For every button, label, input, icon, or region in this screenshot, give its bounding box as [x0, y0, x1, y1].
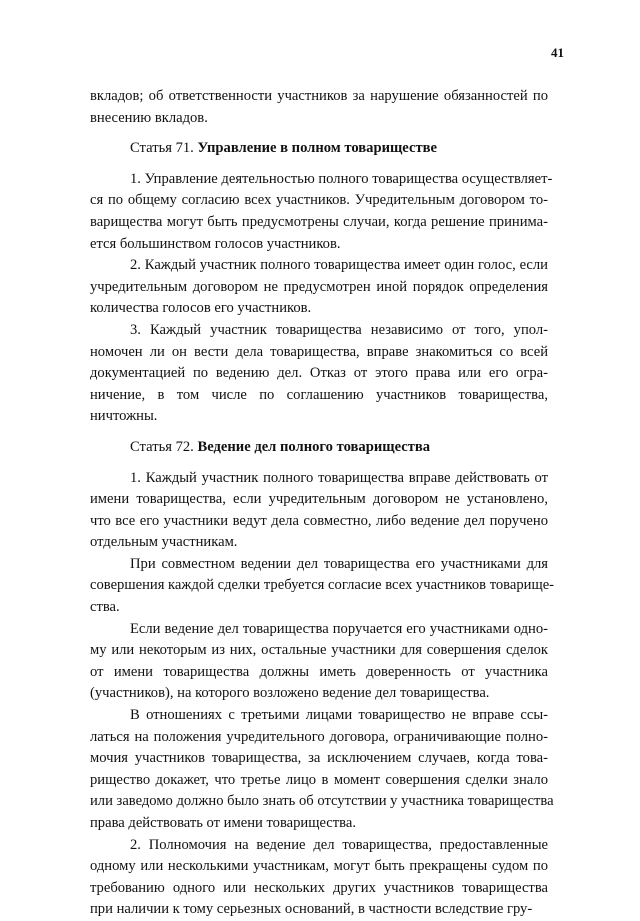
text-line: мочия участников товарищества, за исключением случаев, когда това-: [90, 750, 548, 767]
text-line: латься на положения учредительного договора, ограничивающие полно-: [90, 728, 548, 745]
text-line: при наличии к тому серьезных оснований, в частности вследствие гру-: [90, 901, 533, 918]
text-line: одному или несколькими участникам, могут быть прекращены судом по: [90, 858, 548, 875]
text-line: ется большинством голосов участников.: [90, 235, 341, 252]
text-line: рищество докажет, что третье лицо в момент совершения сделки знало: [90, 771, 548, 788]
text-line: 3. Каждый участник товарищества независимо от того, упол-: [130, 321, 548, 338]
text-line: количества голосов его участников.: [90, 300, 312, 317]
text-line: или заведомо должно было знать об отсутствии у участника товарищества: [90, 793, 554, 810]
paragraph: [90, 255, 548, 320]
paragraph: [90, 835, 548, 921]
article-title: Ведение дел полного товарищества: [197, 438, 431, 455]
paragraph: [90, 619, 548, 705]
text-line: варищества могут быть предусмотрены случаи, когда решение принима-: [90, 213, 548, 230]
article-heading: [90, 437, 548, 459]
article-number: Статья 72.: [130, 438, 194, 455]
text-line: 2. Полномочия на ведение дел товарищества, предоставленные: [130, 836, 548, 853]
page-number: 41: [551, 45, 564, 60]
text-line: требованию одного или нескольких других участников товарищества: [90, 879, 548, 896]
paragraph: [90, 468, 548, 554]
paragraph: [90, 169, 553, 255]
text-line: имени товарищества, если учредительным договором не установлено,: [90, 491, 548, 508]
text-line: ничение, в том числе по соглашению участников товарищества,: [90, 386, 548, 403]
article-title: Управление в полном товариществе: [197, 140, 437, 157]
text-line: совершения каждой сделки требуется согласие всех участников товарище-: [90, 577, 555, 594]
text-line: номочен ли он вести дела товарищества, вправе знакомиться со всей: [90, 343, 548, 360]
text-line: Если ведение дел товарищества поручается его участниками одно-: [130, 620, 548, 637]
text-line: 1. Каждый участник полного товарищества вправе действовать от: [130, 469, 548, 486]
text-line: При совместном ведении дел товарищества его участниками для: [130, 555, 548, 572]
text-line: внесению вкладов.: [90, 109, 208, 126]
text-line: 1. Управление деятельностью полного товарищества осуществляет-: [130, 170, 553, 187]
text-line: от имени товарищества должны иметь доверенность от участника: [90, 663, 548, 680]
paragraph: [90, 320, 548, 428]
text-line: ся по общему согласию всех участников. Учредительным договором то-: [90, 192, 548, 209]
text-line: права действовать от имени товарищества.: [90, 815, 356, 831]
text-line: учредительным договором не предусмотрен иной порядок определения: [90, 278, 548, 295]
paragraph: [90, 86, 548, 129]
article-heading: [90, 138, 548, 160]
document-body: [90, 86, 555, 921]
text-line: документацией по ведению дел. Отказ от этого права или его огра-: [90, 365, 548, 382]
paragraph: [90, 554, 555, 619]
text-line: что все его участники ведут дела совместно, либо ведение дел поручено: [90, 512, 548, 529]
text-line: му или некоторым из них, остальные участники для совершения сделок: [90, 642, 548, 659]
text-line: ства.: [90, 599, 120, 616]
text-line: 2. Каждый участник полного товарищества имеет один голос, если: [130, 257, 548, 274]
text-line: (участников), на которого возложено ведение дел товарищества.: [90, 685, 490, 702]
text-line: В отношениях с третьими лицами товарищество не вправе ссы-: [130, 707, 548, 724]
paragraph: [90, 705, 554, 835]
text-line: вкладов; об ответственности участников за нарушение обязанностей по: [90, 88, 548, 104]
article-number: Статья 71.: [130, 140, 194, 157]
text-line: отдельным участникам.: [90, 534, 238, 551]
text-line: ничтожны.: [90, 408, 158, 425]
